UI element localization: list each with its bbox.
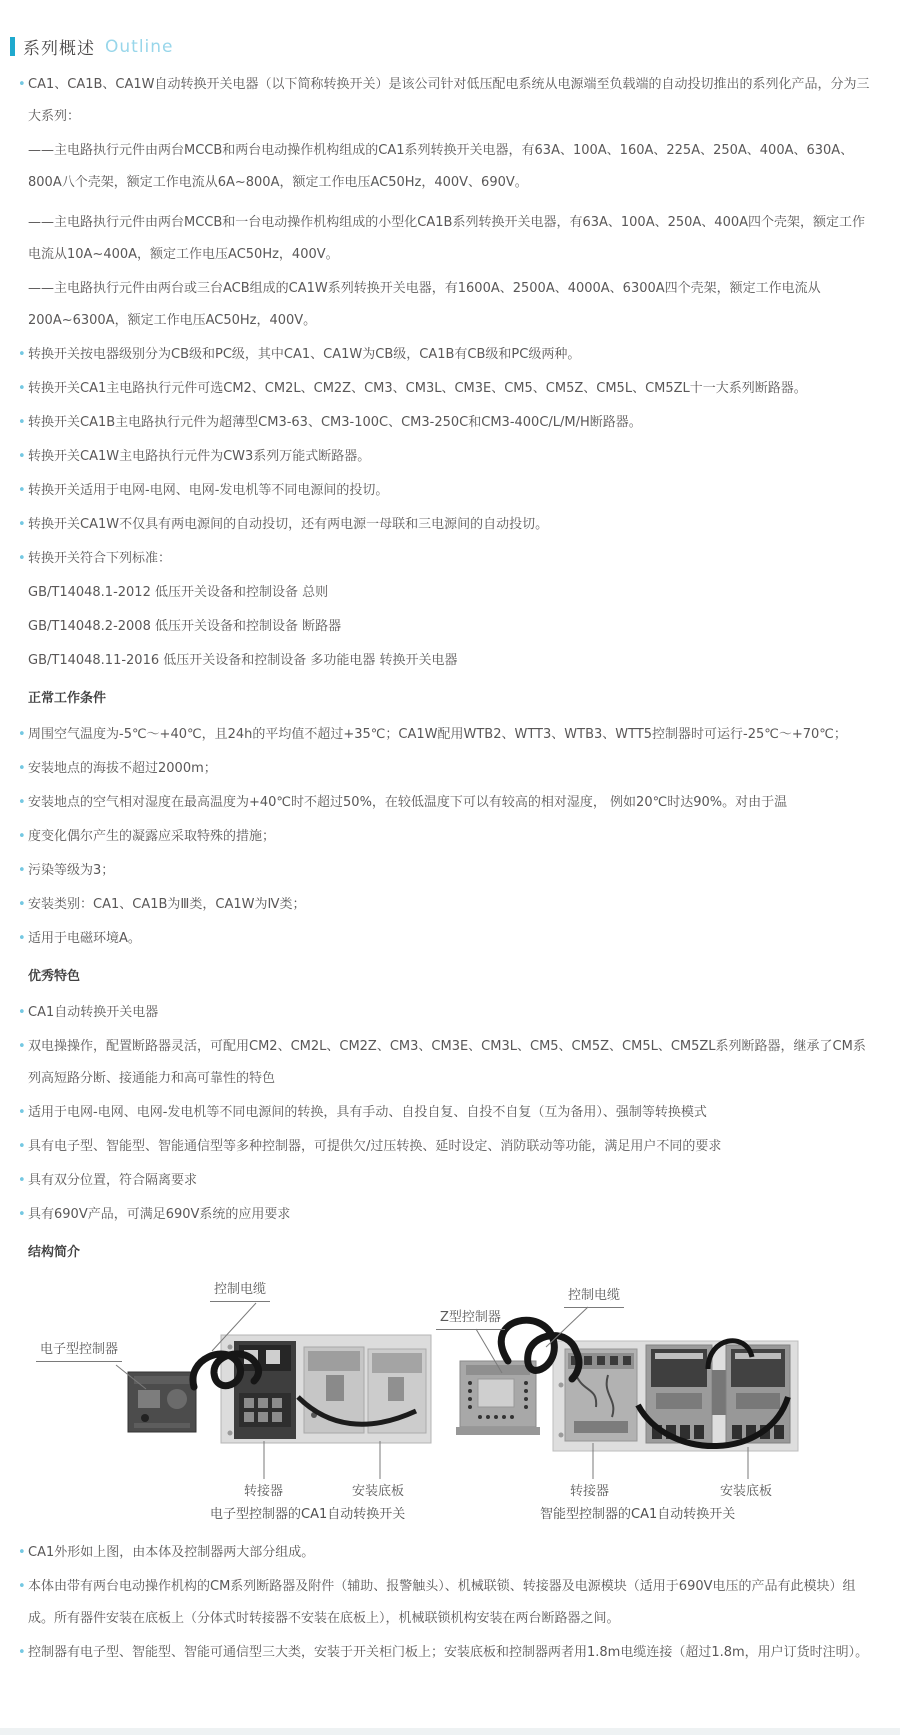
bullet-text: 转换开关按电器级别分为CB级和PC级，其中CA1、CA1W为CB级，CA1B有CB级和PC级两种。 bbox=[28, 347, 581, 362]
bullet-text: 安装地点的空气相对湿度在最高温度为+40℃时不超过50%，在较低温度下可以有较高的相对湿度， 例如20℃时达90%。对由于温 bbox=[28, 795, 788, 810]
bullet-dot-icon bbox=[18, 69, 26, 101]
intro-bullet-item bbox=[28, 69, 874, 133]
section-title: 系列概述 bbox=[23, 39, 95, 59]
subsection-heading-conditions: 正常工作条件 bbox=[28, 691, 107, 706]
standard-line: GB/T14048.11-2016 低压开关设备和控制设备 多功能电器 转换开关电器 bbox=[28, 653, 458, 668]
right-photo-controller bbox=[456, 1361, 540, 1435]
bullet-dot-icon bbox=[18, 407, 26, 439]
bullet-dot-icon bbox=[18, 1131, 26, 1163]
bullet-item bbox=[28, 407, 874, 439]
bullet-text: 本体由带有两台电动操作机构的CM系列断路器及附件（辅助、报警触头）、机械联锁、转接器及电源模块（适用于690V电压的产品有此模块）组成。所有器件安装在底板上（分体式时转接器不安装在底板上），机械联锁机构安装在两台断路器之间。 bbox=[28, 1579, 856, 1626]
bullet-item bbox=[28, 1031, 874, 1095]
left-controller-label: 电子型控制器 bbox=[36, 1341, 122, 1362]
bullet-dot-icon bbox=[18, 441, 26, 473]
structure-diagram bbox=[18, 1275, 878, 1533]
bullet-item bbox=[28, 1637, 874, 1669]
bullet-dot-icon bbox=[18, 1199, 26, 1231]
bullet-dot-icon bbox=[18, 719, 26, 751]
series-paragraph-ca1: ——主电路执行元件由两台MCCB和两台电动操作机构组成的CA1系列转换开关电器，有63A、100A、160A、225A、250A、400A、630A、800A八个壳架，额定工作电流从6A~800A，额定工作电压AC50Hz，400V、690V。 bbox=[28, 143, 854, 190]
bullet-item bbox=[28, 1165, 874, 1197]
section-header bbox=[0, 0, 900, 67]
bullet-item bbox=[28, 753, 874, 785]
right-controller-label: Z型控制器 bbox=[436, 1309, 505, 1330]
series-paragraph-ca1w: ——主电路执行元件由两台或三台ACB组成的CA1W系列转换开关电器，有1600A、2500A、4000A、6300A四个壳架，额定工作电流从200A~6300A，额定工作电压AC50Hz，400V。 bbox=[28, 281, 821, 328]
bullet-dot-icon bbox=[18, 339, 26, 371]
bullet-text: 安装地点的海拔不超过2000m； bbox=[28, 761, 217, 776]
bullet-item bbox=[28, 1199, 874, 1231]
bullet-item bbox=[28, 509, 874, 541]
bullet-item bbox=[28, 923, 874, 955]
bullet-text: 具有双分位置，符合隔离要求 bbox=[28, 1173, 198, 1188]
bullet-dot-icon bbox=[18, 509, 26, 541]
bullet-text: 周围空气温度为-5℃～+40℃，且24h的平均值不超过+35℃；CA1W配用WTB2、WTT3、WTB3、WTT5控制器时可运行-25℃～+70℃； bbox=[28, 727, 847, 742]
subsection-heading-features: 优秀特色 bbox=[28, 969, 81, 984]
left-photo-controller bbox=[128, 1372, 196, 1432]
bullet-item bbox=[28, 1537, 874, 1569]
left-adapter-label: 转接器 bbox=[244, 1484, 284, 1499]
bullet-dot-icon bbox=[18, 373, 26, 405]
bullet-item bbox=[28, 787, 874, 819]
bullet-dot-icon bbox=[18, 1097, 26, 1129]
bullet-text: 污染等级为3； bbox=[28, 863, 115, 878]
bullet-item bbox=[28, 373, 874, 405]
bullet-item bbox=[28, 997, 874, 1029]
bullet-text: 具有690V产品，可满足690V系统的应用要求 bbox=[28, 1207, 291, 1222]
left-photo-baseplate bbox=[221, 1335, 431, 1443]
left-cable-label: 控制电缆 bbox=[210, 1281, 270, 1302]
left-figure-caption: 电子型控制器的CA1自动转换开关 bbox=[210, 1507, 406, 1522]
right-photo-baseplate bbox=[553, 1341, 798, 1451]
content-body bbox=[0, 67, 900, 1669]
bullet-dot-icon bbox=[18, 889, 26, 921]
bullet-item bbox=[28, 821, 874, 853]
bullet-dot-icon bbox=[18, 1571, 26, 1603]
bullet-text: 安装类别：CA1、CA1B为Ⅲ类，CA1W为Ⅳ类； bbox=[28, 897, 306, 912]
bullet-item bbox=[28, 475, 874, 507]
bullet-text: 转换开关CA1主电路执行元件可选CM2、CM2L、CM2Z、CM3、CM3L、CM3E、CM5、CM5Z、CM5L、CM5ZL十一大系列断路器。 bbox=[28, 381, 807, 396]
bullet-item bbox=[28, 719, 874, 751]
standard-line: GB/T14048.2-2008 低压开关设备和控制设备 断路器 bbox=[28, 619, 342, 634]
bullet-text: 转换开关CA1W不仅具有两电源间的自动投切，还有两电源一母联和三电源间的自动投切。 bbox=[28, 517, 549, 532]
bullet-text: 适用于电网-电网、电网-发电机等不同电源间的转换，具有手动、自投自复、自投不自复（互为备用）、强制等转换模式 bbox=[28, 1105, 707, 1120]
bullet-dot-icon bbox=[18, 1031, 26, 1063]
bullet-item bbox=[28, 1131, 874, 1163]
header-accent-bar-icon bbox=[10, 37, 15, 56]
bullet-dot-icon bbox=[18, 821, 26, 853]
series-paragraph-ca1b: ——主电路执行元件由两台MCCB和一台电动操作机构组成的小型化CA1B系列转换开关电器，有63A、100A、250A、400A四个壳架，额定工作电流从10A~400A，额定工作电压AC50Hz，400V。 bbox=[28, 215, 866, 262]
bullet-text: CA1自动转换开关电器 bbox=[28, 1005, 159, 1020]
bullet-item bbox=[28, 339, 874, 371]
bullet-item bbox=[28, 889, 874, 921]
bullet-text: 双电操操作，配置断路器灵活，可配用CM2、CM2L、CM2Z、CM3、CM3E、CM3L、CM5、CM5Z、CM5L、CM5ZL系列断路器，继承了CM系列高短路分断、接通能力和高可靠性的特色 bbox=[28, 1039, 866, 1086]
bullet-text: 转换开关适用于电网-电网、电网-发电机等不同电源间的投切。 bbox=[28, 483, 389, 498]
bullet-dot-icon bbox=[18, 1537, 26, 1569]
standard-line: GB/T14048.1-2012 低压开关设备和控制设备 总则 bbox=[28, 585, 329, 600]
page-bottom-divider bbox=[0, 1728, 900, 1735]
bullet-text: 转换开关CA1B主电路执行元件为超薄型CM3-63、CM3-100C、CM3-250C和CM3-400C/L/M/H断路器。 bbox=[28, 415, 642, 430]
bullet-item bbox=[28, 441, 874, 473]
bullet-item bbox=[28, 855, 874, 887]
bullet-dot-icon bbox=[18, 855, 26, 887]
bullet-dot-icon bbox=[18, 787, 26, 819]
bullet-text: 适用于电磁环境A。 bbox=[28, 931, 141, 946]
bullet-dot-icon bbox=[18, 475, 26, 507]
bullet-dot-icon bbox=[18, 923, 26, 955]
intro-text: CA1、CA1B、CA1W自动转换开关电器（以下简称转换开关）是该公司针对低压配电系统从电源端至负载端的自动投切推出的系列化产品，分为三大系列： bbox=[28, 77, 870, 124]
bullet-dot-icon bbox=[18, 997, 26, 1029]
bullet-text: 具有电子型、智能型、智能通信型等多种控制器，可提供欠/过压转换、延时设定、消防联动等功能，满足用户不同的要求 bbox=[28, 1139, 722, 1154]
subsection-heading-structure: 结构简介 bbox=[28, 1245, 81, 1260]
bullet-text: 度变化偶尔产生的凝露应采取特殊的措施； bbox=[28, 829, 276, 844]
bullet-text: 转换开关符合下列标准： bbox=[28, 551, 172, 566]
bullet-dot-icon bbox=[18, 543, 26, 575]
left-baseplate-label: 安装底板 bbox=[352, 1484, 405, 1499]
bullet-dot-icon bbox=[18, 753, 26, 785]
bullet-text: 转换开关CA1W主电路执行元件为CW3系列万能式断路器。 bbox=[28, 449, 371, 464]
bullet-dot-icon bbox=[18, 1637, 26, 1669]
section-title-en: Outline bbox=[105, 36, 174, 57]
right-cable-label: 控制电缆 bbox=[564, 1287, 624, 1308]
bullet-item bbox=[28, 543, 874, 575]
bullet-dot-icon bbox=[18, 1165, 26, 1197]
bullet-item bbox=[28, 1097, 874, 1129]
bullet-text: CA1外形如上图，由本体及控制器两大部分组成。 bbox=[28, 1545, 315, 1560]
right-figure-caption: 智能型控制器的CA1自动转换开关 bbox=[540, 1507, 736, 1522]
bullet-text: 控制器有电子型、智能型、智能可通信型三大类，安装于开关柜门板上；安装底板和控制器两者用1.8m电缆连接（超过1.8m，用户订货时注明）。 bbox=[28, 1645, 869, 1660]
bullet-item bbox=[28, 1571, 874, 1635]
right-baseplate-label: 安装底板 bbox=[720, 1484, 773, 1499]
right-adapter-label: 转接器 bbox=[570, 1484, 610, 1499]
